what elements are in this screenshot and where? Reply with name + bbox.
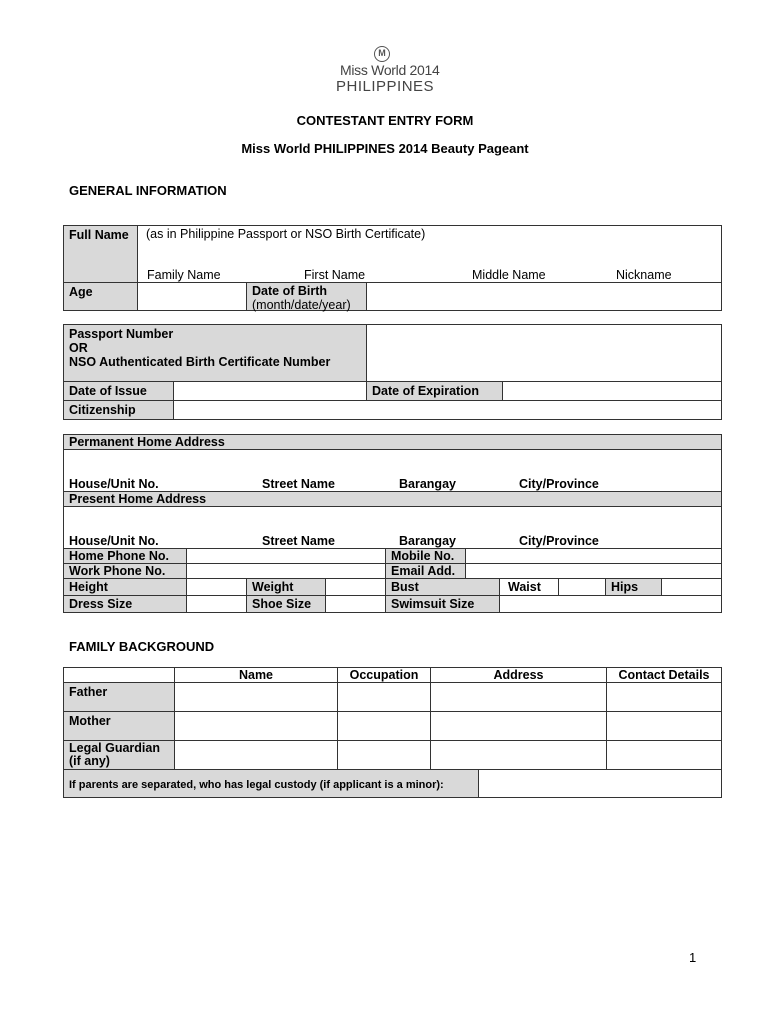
- family-header-name: Name: [174, 667, 338, 683]
- father-occupation-field[interactable]: [337, 682, 431, 712]
- height-label: Height: [63, 578, 187, 596]
- email-field[interactable]: [465, 563, 722, 579]
- perm-barangay-caption: Barangay: [399, 477, 456, 491]
- weight-field[interactable]: [325, 578, 386, 596]
- pres-street-caption: Street Name: [262, 534, 335, 548]
- section-general-heading: GENERAL INFORMATION: [69, 183, 227, 198]
- custody-label: If parents are separated, who has legal custody (if applicant is a minor):: [63, 769, 479, 798]
- citizenship-label: Citizenship: [63, 400, 174, 420]
- hips-field[interactable]: [661, 578, 722, 596]
- shoe-size-field[interactable]: [325, 595, 386, 613]
- weight-label: Weight: [246, 578, 326, 596]
- nickname-caption: Nickname: [616, 268, 672, 282]
- shoe-size-label: Shoe Size: [246, 595, 326, 613]
- pres-city-caption: City/Province: [519, 534, 599, 548]
- form-subtitle: Miss World PHILIPPINES 2014 Beauty Pageant: [241, 141, 529, 156]
- date-issue-field[interactable]: [173, 381, 367, 401]
- custody-field[interactable]: [478, 769, 722, 798]
- mother-address-field[interactable]: [430, 711, 607, 741]
- guardian-label: Legal Guardian (if any): [63, 740, 175, 770]
- age-label: Age: [63, 282, 138, 311]
- swimsuit-size-label: Swimsuit Size: [385, 595, 500, 613]
- mother-occupation-field[interactable]: [337, 711, 431, 741]
- work-phone-label: Work Phone No.: [63, 563, 187, 579]
- dob-field[interactable]: [366, 282, 722, 311]
- pres-house-caption: House/Unit No.: [69, 534, 159, 548]
- logo-text-line1: Miss World 2014: [340, 62, 440, 78]
- passport-number-field[interactable]: [366, 324, 722, 382]
- mother-label: Mother: [63, 711, 175, 741]
- hips-label: Hips: [605, 578, 662, 596]
- swimsuit-size-field[interactable]: [499, 595, 722, 613]
- date-expiration-label: Date of Expiration: [366, 381, 503, 401]
- family-header-occupation: Occupation: [337, 667, 431, 683]
- full-name-label: Full Name: [63, 225, 138, 283]
- email-label: Email Add.: [385, 563, 466, 579]
- guardian-name-field[interactable]: [174, 740, 338, 770]
- perm-street-caption: Street Name: [262, 477, 335, 491]
- date-expiration-field[interactable]: [502, 381, 722, 401]
- waist-label: Waist: [499, 578, 559, 596]
- family-header-address: Address: [430, 667, 607, 683]
- dress-size-field[interactable]: [186, 595, 247, 613]
- mother-name-field[interactable]: [174, 711, 338, 741]
- father-contact-field[interactable]: [606, 682, 722, 712]
- waist-field[interactable]: [558, 578, 606, 596]
- permanent-address-label: Permanent Home Address: [63, 434, 722, 450]
- permanent-address-field[interactable]: [63, 449, 722, 492]
- guardian-contact-field[interactable]: [606, 740, 722, 770]
- date-issue-label: Date of Issue: [63, 381, 174, 401]
- mobile-label: Mobile No.: [385, 548, 466, 564]
- height-field[interactable]: [186, 578, 247, 596]
- father-name-field[interactable]: [174, 682, 338, 712]
- present-address-field[interactable]: [63, 506, 722, 549]
- mobile-field[interactable]: [465, 548, 722, 564]
- age-field[interactable]: [137, 282, 247, 311]
- perm-city-caption: City/Province: [519, 477, 599, 491]
- passport-label: Passport Number OR NSO Authenticated Birth Certificate Number: [63, 324, 367, 382]
- mother-contact-field[interactable]: [606, 711, 722, 741]
- guardian-address-field[interactable]: [430, 740, 607, 770]
- father-label: Father: [63, 682, 175, 712]
- work-phone-field[interactable]: [186, 563, 386, 579]
- pres-barangay-caption: Barangay: [399, 534, 456, 548]
- dress-size-label: Dress Size: [63, 595, 187, 613]
- form-title: CONTESTANT ENTRY FORM: [296, 113, 474, 128]
- page-number: 1: [689, 950, 697, 965]
- guardian-occupation-field[interactable]: [337, 740, 431, 770]
- home-phone-label: Home Phone No.: [63, 548, 187, 564]
- dob-label: Date of Birth (month/date/year): [246, 282, 367, 311]
- family-header-contact: Contact Details: [606, 667, 722, 683]
- family-header-blank: [63, 667, 175, 683]
- present-address-label: Present Home Address: [63, 491, 722, 507]
- logo-text-line2: PHILIPPINES: [336, 78, 435, 95]
- citizenship-field[interactable]: [173, 400, 722, 420]
- section-family-heading: FAMILY BACKGROUND: [69, 639, 215, 654]
- first-name-caption: First Name: [304, 268, 366, 282]
- family-name-caption: Family Name: [147, 268, 221, 282]
- middle-name-caption: Middle Name: [472, 268, 546, 282]
- full-name-note: (as in Philippine Passport or NSO Birth Certificate): [146, 227, 426, 241]
- miss-world-logo-icon: M: [374, 46, 390, 62]
- home-phone-field[interactable]: [186, 548, 386, 564]
- father-address-field[interactable]: [430, 682, 607, 712]
- perm-house-caption: House/Unit No.: [69, 477, 159, 491]
- bust-label: Bust: [385, 578, 500, 596]
